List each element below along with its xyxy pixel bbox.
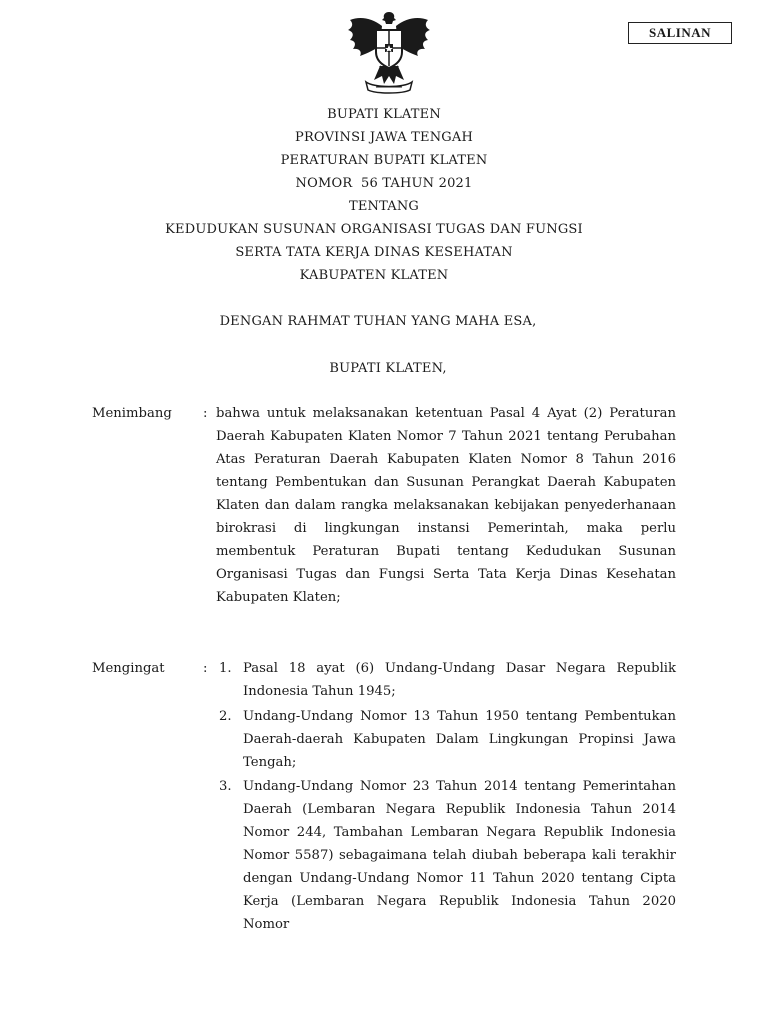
header-line-bupati: BUPATI KLATEN — [327, 107, 441, 122]
header-line-provinsi: PROVINSI JAWA TENGAH — [295, 130, 473, 145]
mengingat-label: Mengingat — [92, 661, 165, 676]
authority: BUPATI KLATEN, — [329, 361, 447, 376]
menimbang-label: Menimbang — [92, 406, 172, 421]
menimbang-colon: : — [203, 406, 208, 421]
header-line-tentang: TENTANG — [348, 199, 420, 214]
salinan-stamp: SALINAN — [628, 22, 732, 44]
header-line-title-1: KEDUDUKAN SUSUNAN ORGANISASI TUGAS DAN FUNGSI — [165, 222, 583, 237]
garuda-emblem-icon — [344, 10, 434, 94]
mengingat-item: Undang-Undang Nomor 23 Tahun 2014 tentang Pemerintahan Daerah (Lembaran Negara Republik Indonesia Tahun 2014 Nomor 244, Tambahan Lembaran Negara Republik Indonesia Nomor 5587) sebagaimana telah diubah beberapa kali terakhir dengan Undang-Undang Nomor 11 Tahun 2020 tentang Cipta Kerja (Lembaran Negara Republik Indonesia Tahun 2020 Nomor — [243, 779, 676, 932]
mengingat-item: Undang-Undang Nomor 13 Tahun 1950 tentang Pembentukan Daerah-daerah Kabupaten Dalam Lingkungan Propinsi Jawa Tengah; — [243, 709, 676, 770]
mengingat-item: Pasal 18 ayat (6) Undang-Undang Dasar Negara Republik Indonesia Tahun 1945; — [243, 661, 676, 699]
header-line-peraturan: PERATURAN BUPATI KLATEN — [280, 153, 488, 168]
mengingat-item-number: 2. — [219, 709, 232, 724]
header-line-title-2: SERTA TATA KERJA DINAS KESEHATAN — [235, 245, 513, 260]
mengingat-item-number: 1. — [219, 661, 232, 676]
header-line-title-3: KABUPATEN KLATEN — [299, 268, 449, 283]
menimbang-text: bahwa untuk melaksanakan ketentuan Pasal 4 Ayat (2) Peraturan Daerah Kabupaten Klaten Nomor 7 Tahun 2021 tentang Perubahan Atas Peraturan Daerah Kabupaten Klaten Nomor 8 Tahun 2016 tentang Pembentukan dan Susunan Perangkat Daerah Kabupaten Klaten dan dalam rangka melaksanakan kebijakan penyederhanaan birokrasi di lingkungan instansi Pemerintah, maka perlu membentuk Peraturan Bupati tentang Kedudukan Susunan Organisasi Tugas dan Fungsi Serta Tata Kerja Dinas Kesehatan Kabupaten Klaten; — [216, 406, 676, 605]
header-line-nomor: NOMOR 56 TAHUN 2021 — [295, 176, 473, 191]
mengingat-colon: : — [203, 661, 208, 676]
mengingat-item-number: 3. — [219, 779, 232, 794]
invocation: DENGAN RAHMAT TUHAN YANG MAHA ESA, — [219, 314, 537, 329]
